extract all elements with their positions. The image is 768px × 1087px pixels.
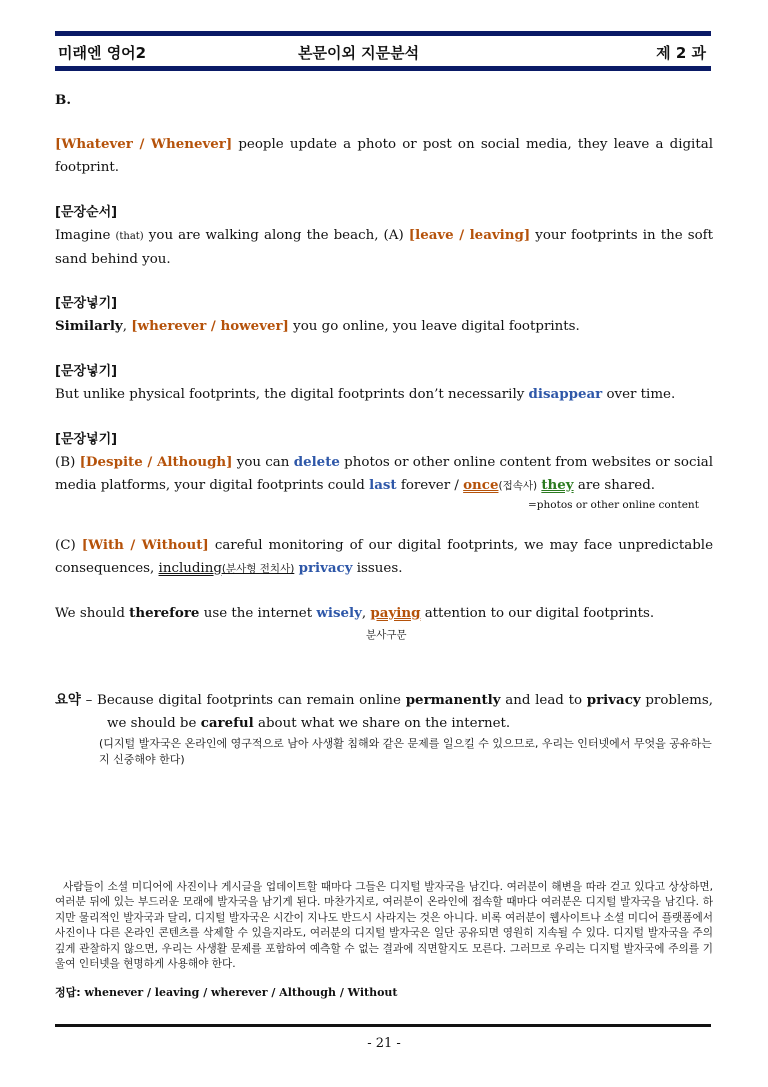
choice-wherever-however: [wherever / however] bbox=[131, 318, 289, 334]
s5-text-b: you can bbox=[232, 455, 294, 470]
s3-comma: , bbox=[122, 319, 132, 334]
s5-text-a: (B) bbox=[55, 455, 80, 470]
tag-sentence-insert-1: [문장넣기] bbox=[55, 296, 118, 311]
s4-text-a: But unlike physical footprints, the digital footprints don’t necessarily bbox=[55, 387, 529, 402]
choice-with-without: [With / Without] bbox=[81, 537, 209, 553]
s6-including: including bbox=[158, 561, 222, 576]
they-reference-note: =photos or other online content bbox=[528, 499, 699, 511]
s7-text-b: use the internet bbox=[199, 606, 317, 621]
summary-dash: – bbox=[80, 693, 97, 708]
answer-text: whenever / leaving / wherever / Although / Without bbox=[80, 986, 398, 999]
page-header bbox=[58, 40, 708, 64]
sentence-1-text: people update a photo or post on social media, they leave a digital footprint. bbox=[55, 137, 713, 175]
tag-sentence-insert-3: [문장넣기] bbox=[55, 432, 118, 447]
answer-line bbox=[55, 985, 713, 1001]
summary-text-c: problems, we should be bbox=[107, 693, 713, 731]
header-rule-bottom bbox=[55, 66, 711, 71]
page-number: - 21 - bbox=[367, 1036, 401, 1051]
header-textbook: 미래엔 영어2 bbox=[58, 44, 147, 62]
s5-text-c: photos or other online content from websites or social media platforms, your digital footprints could bbox=[55, 455, 713, 493]
summary-label: 요약 bbox=[55, 693, 81, 708]
s5-last: last bbox=[369, 477, 397, 493]
sentence-2 bbox=[55, 224, 713, 271]
choice-despite-although: [Despite / Although] bbox=[79, 454, 233, 470]
sentence-6 bbox=[55, 534, 713, 581]
summary-privacy: privacy bbox=[586, 692, 641, 708]
summary-korean: (디지털 발자국은 온라인에 영구적으로 남아 사생활 침해와 같은 문제를 일으킬 수 있으므로, 우리는 인터넷에서 무엇을 공유하는지 신중해야 한다) bbox=[99, 737, 712, 766]
s2-text-c: your footprints in the soft sand behind you. bbox=[55, 228, 713, 267]
s2-that-note: (that) bbox=[115, 231, 144, 242]
answer-label: 정답: bbox=[55, 986, 81, 999]
s7-text-d: attention to our digital footprints. bbox=[420, 606, 655, 621]
sentence-7 bbox=[55, 602, 713, 625]
s2-text-a: Imagine bbox=[55, 228, 116, 243]
s5-text-f: are shared. bbox=[573, 478, 656, 493]
section-label: B. bbox=[55, 92, 71, 108]
s5-they: they bbox=[541, 477, 574, 493]
s7-wisely: wisely bbox=[316, 605, 362, 621]
s7-comma: , bbox=[361, 606, 371, 621]
footer-rule bbox=[55, 1024, 711, 1027]
s2-text-b: you are walking along the beach, (A) bbox=[143, 228, 409, 243]
paying-note: 분사구문 bbox=[366, 629, 407, 641]
s3-text: you go online, you leave digital footprints. bbox=[288, 319, 580, 334]
summary-text-d: about what we share on the internet. bbox=[253, 716, 511, 731]
header-rule-top bbox=[55, 31, 711, 36]
s4-disappear: disappear bbox=[528, 386, 603, 402]
tag-sentence-insert-2: [문장넣기] bbox=[55, 364, 118, 379]
s5-delete: delete bbox=[293, 454, 340, 470]
header-title: 본문이외 지문분석 bbox=[298, 44, 420, 62]
sentence-4 bbox=[55, 383, 713, 406]
summary-text-a: Because digital footprints can remain online bbox=[97, 693, 406, 708]
tag-sentence-order: [문장순서] bbox=[55, 205, 118, 220]
sentence-3 bbox=[55, 315, 713, 338]
korean-translation: 사람들이 소셜 미디어에 사진이나 게시글을 업데이트할 때마다 그들은 디지털 발자국을 남긴다. 여러분이 해변을 따라 걷고 있다고 상상하면, 여러분 뒤에 있는 부드러운 모래에 발자국을 남기게 된다. 마찬가지로, 여러분이 온라인에 접속할 때마다 여러분은 디지털 발자국을 남긴다. 하지만 물리적인 발자국과 달리, 디지털 발자국은 시간이 지나도 반드시 사라지는 것은 아니다. 비록 여러분이 웹사이트나 소셜 미디어 플랫폼에서 사진이나 다른 온라인 콘텐츠를 삭제할 수 있을지라도, 여러분의 디지털 발자국은 일단 공유되면 영원히 지속될 수 있다. 디지털 발자국을 주의 깊게 관찰하지 않으면, 우리는 사생활 문제를 포함하여 예측할 수 없는 결과에 직면할지도 모른다. 그러므로 우리는 디지털 발자국에 주의를 기울여 인터넷을 현명하게 사용해야 한다. bbox=[55, 881, 713, 971]
choice-whatever-whenever: [Whatever / Whenever] bbox=[55, 136, 233, 152]
choice-leave-leaving: [leave / leaving] bbox=[408, 227, 531, 243]
s7-paying: paying bbox=[370, 605, 421, 621]
s3-similarly: Similarly bbox=[55, 318, 123, 334]
s6-including-note: (분사형 전치사) bbox=[221, 563, 295, 575]
s6-text-a: (C) bbox=[55, 538, 82, 553]
summary-english bbox=[55, 689, 713, 735]
s5-text-d: forever / bbox=[396, 478, 464, 493]
s4-text-b: over time. bbox=[602, 387, 676, 402]
s6-text-d: issues. bbox=[352, 561, 403, 576]
summary-permanently: permanently bbox=[405, 692, 501, 708]
header-lesson: 제 2 과 bbox=[656, 44, 706, 62]
s6-privacy: privacy bbox=[298, 560, 353, 576]
s7-therefore: therefore bbox=[129, 605, 200, 621]
summary-text-b: and lead to bbox=[500, 693, 587, 708]
s5-once: once bbox=[463, 477, 499, 493]
summary bbox=[55, 689, 713, 768]
sentence-1 bbox=[55, 133, 713, 179]
s7-text-a: We should bbox=[55, 606, 130, 621]
s6-text-b: careful monitoring of our digital footprints, we may face unpredictable consequences, bbox=[55, 538, 713, 576]
summary-careful: careful bbox=[200, 715, 254, 731]
sentence-5 bbox=[55, 451, 713, 498]
s5-once-note: (접속사) bbox=[498, 480, 538, 492]
